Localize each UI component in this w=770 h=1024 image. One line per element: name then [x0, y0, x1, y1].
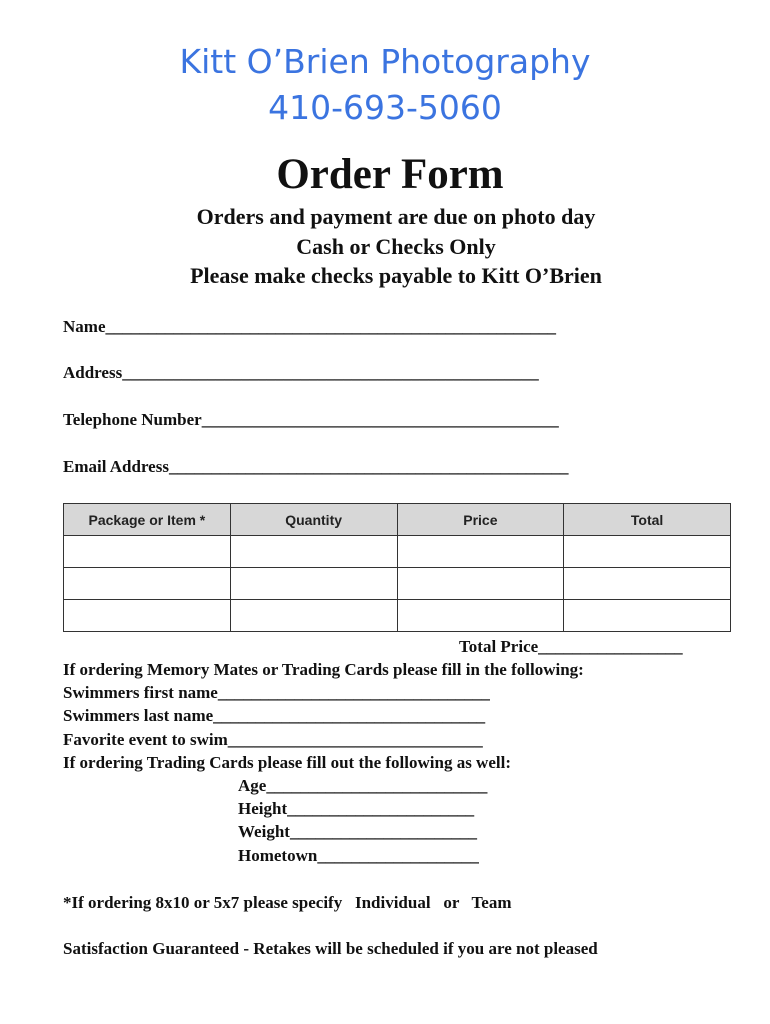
telephone-blank[interactable]: __________________________________________: [201, 410, 559, 429]
total-price-field[interactable]: [459, 636, 683, 658]
last-name-label: Swimmers last name: [63, 706, 214, 725]
weight-label: Weight: [238, 822, 290, 841]
table-cell[interactable]: [64, 568, 231, 600]
table-row: [64, 600, 731, 632]
age-blank[interactable]: __________________________: [266, 776, 488, 795]
hometown-blank[interactable]: ___________________: [317, 846, 479, 865]
hometown-label: Hometown: [238, 846, 318, 865]
table-cell[interactable]: [230, 536, 397, 568]
height-field[interactable]: [238, 798, 474, 820]
subtitle-line-2: Cash or Checks Only: [296, 234, 496, 259]
trading-cards-intro: If ordering Trading Cards please fill out the following as well:: [63, 753, 511, 772]
address-field[interactable]: [63, 362, 539, 384]
specify-note: *If ordering 8x10 or 5x7 please specify Individual or Team: [63, 893, 512, 912]
subtitle-line-3: Please make checks payable to Kitt O’Brien: [190, 263, 602, 288]
hometown-field[interactable]: [238, 845, 479, 867]
table-cell[interactable]: [397, 536, 564, 568]
weight-field[interactable]: [238, 821, 477, 843]
total-price-blank[interactable]: _________________: [538, 637, 683, 656]
telephone-label: Telephone Number: [63, 410, 202, 429]
name-blank[interactable]: _____________________________________________________: [105, 317, 556, 336]
email-field[interactable]: [63, 456, 568, 478]
height-blank[interactable]: ______________________: [287, 799, 475, 818]
table-cell[interactable]: [564, 568, 731, 600]
last-name-field[interactable]: [63, 705, 485, 727]
memory-mates-intro: If ordering Memory Mates or Trading Cards please fill in the following:: [63, 660, 584, 679]
table-row: [64, 568, 731, 600]
email-blank[interactable]: _______________________________________________: [168, 457, 569, 476]
first-name-label: Swimmers first name: [63, 683, 218, 702]
last-name-blank[interactable]: ________________________________: [213, 706, 486, 725]
email-label: Email Address: [63, 457, 169, 476]
name-field[interactable]: [63, 316, 556, 338]
favorite-event-blank[interactable]: ______________________________: [227, 730, 483, 749]
first-name-blank[interactable]: ________________________________: [217, 683, 490, 702]
table-cell[interactable]: [397, 600, 564, 632]
first-name-field[interactable]: [63, 682, 490, 704]
age-field[interactable]: [238, 775, 487, 797]
age-label: Age: [238, 776, 267, 795]
column-header-total: Total: [564, 504, 731, 536]
table-cell[interactable]: [397, 568, 564, 600]
telephone-field[interactable]: [63, 409, 559, 431]
column-header-price: Price: [397, 504, 564, 536]
business-phone: 410-693-5060: [268, 88, 502, 127]
table-cell[interactable]: [64, 600, 231, 632]
table-cell[interactable]: [64, 536, 231, 568]
address-blank[interactable]: _________________________________________________: [122, 363, 539, 382]
address-label: Address: [63, 363, 123, 382]
total-price-label: Total Price: [459, 637, 539, 656]
table-cell[interactable]: [564, 600, 731, 632]
column-header-package: Package or Item *: [64, 504, 231, 536]
column-header-quantity: Quantity: [230, 504, 397, 536]
favorite-event-field[interactable]: [63, 729, 483, 751]
order-table-header-row: [64, 504, 731, 536]
height-label: Height: [238, 799, 288, 818]
table-cell[interactable]: [564, 536, 731, 568]
business-name: Kitt O’Brien Photography: [179, 42, 591, 81]
favorite-event-label: Favorite event to swim: [63, 730, 228, 749]
weight-blank[interactable]: ______________________: [289, 822, 477, 841]
table-cell[interactable]: [230, 568, 397, 600]
table-row: [64, 536, 731, 568]
subtitle-line-1: Orders and payment are due on photo day: [196, 204, 596, 229]
satisfaction-guarantee: Satisfaction Guaranteed - Retakes will be scheduled if you are not pleased: [63, 939, 598, 958]
name-label: Name: [63, 317, 106, 336]
order-table: [63, 503, 731, 632]
table-cell[interactable]: [230, 600, 397, 632]
page-title: Order Form: [276, 151, 504, 198]
